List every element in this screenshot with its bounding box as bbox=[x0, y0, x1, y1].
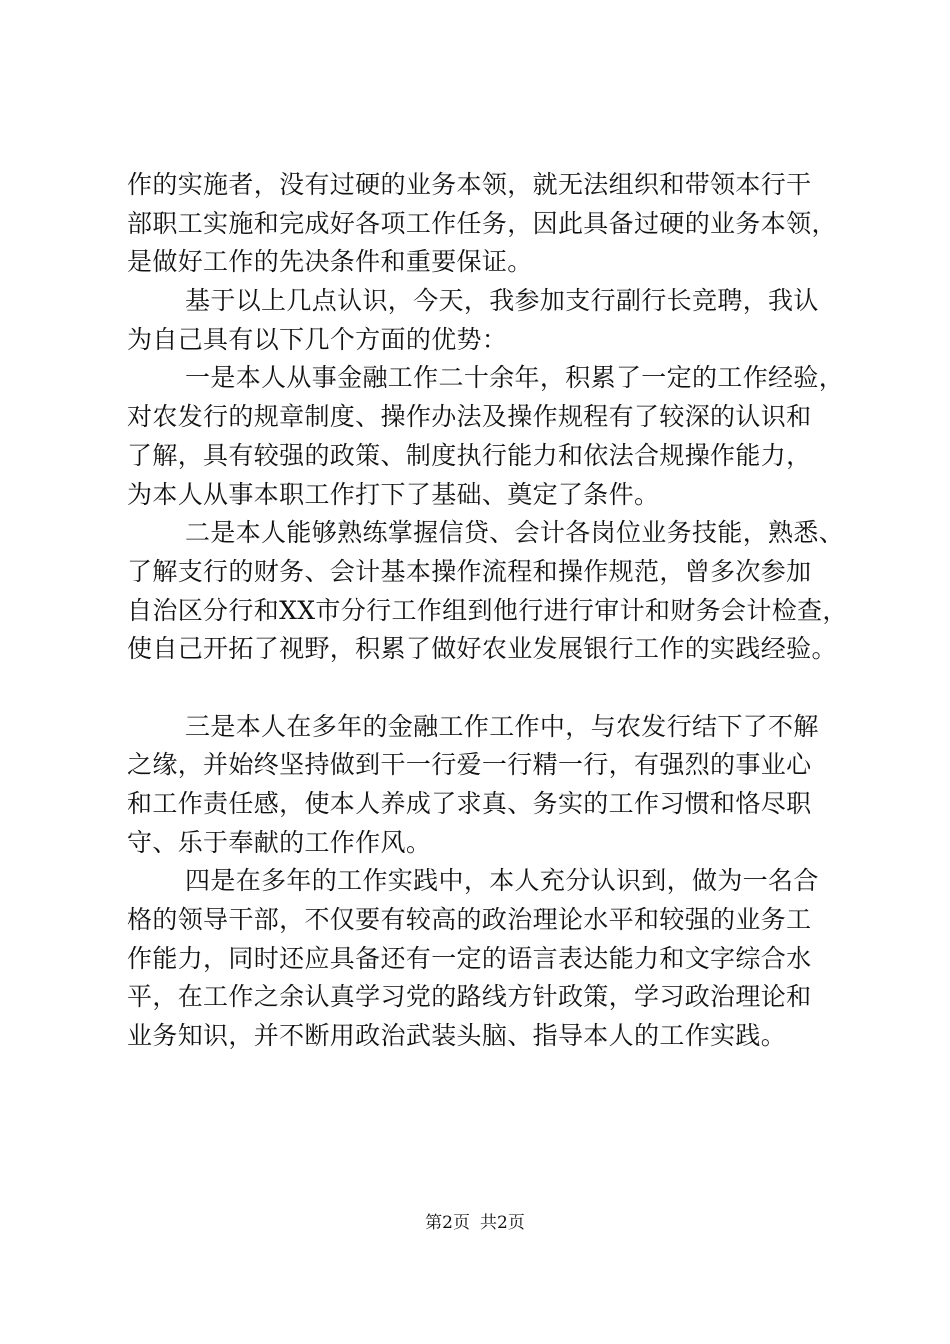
paragraph-start-line: 一是本人从事金融工作二十余年，积累了一定的工作经验， bbox=[185, 363, 845, 393]
paragraph-start-line: 基于以上几点认识，今天，我参加支行副行长竞聘，我认 bbox=[185, 286, 819, 316]
text-line: 之缘，并始终坚持做到干一行爱一行精一行，有强烈的事业心 bbox=[127, 750, 812, 780]
text-line: 是做好工作的先决条件和重要保证。 bbox=[127, 247, 533, 277]
text-line: 业务知识，并不断用政治武装头脑、指导本人的工作实践。 bbox=[127, 1021, 787, 1051]
text-line: 守、乐于奉献的工作作风。 bbox=[127, 827, 432, 857]
paragraph-gap bbox=[127, 669, 847, 708]
text-line: 为自己具有以下几个方面的优势： bbox=[127, 324, 508, 354]
text-line: 对农发行的规章制度、操作办法及操作规程有了较深的认识和 bbox=[127, 402, 812, 432]
text-line: 格的领导干部，不仅要有较高的政治理论水平和较强的业务工 bbox=[127, 905, 812, 935]
document-body bbox=[127, 166, 847, 1056]
text-line: 使自己开拓了视野，积累了做好农业发展银行工作的实践经验。 bbox=[127, 634, 837, 664]
text-line: 作的实施者，没有过硬的业务本领，就无法组织和带领本行干 bbox=[127, 170, 812, 199]
page-footer bbox=[0, 1211, 950, 1235]
page-number: 第2页 bbox=[425, 1213, 470, 1233]
text-line: 了解支行的财务、会计基本操作流程和操作规范，曾多次参加 bbox=[127, 556, 812, 586]
text-line: 部职工实施和完成好各项工作任务，因此具备过硬的业务本领， bbox=[127, 208, 837, 238]
paragraph-start-line: 三是本人在多年的金融工作工作中，与农发行结下了不解 bbox=[185, 711, 819, 741]
total-pages: 共2页 bbox=[480, 1213, 525, 1233]
text-line: 了解，具有较强的政策、制度执行能力和依法合规操作能力， bbox=[127, 440, 812, 470]
text-line: 和工作责任感，使本人养成了求真、务实的工作习惯和恪尽职 bbox=[127, 789, 812, 818]
text-line: 平，在工作之余认真学习党的路线方针政策，学习政治理论和 bbox=[127, 982, 812, 1012]
text-line: 自治区分行和XX市分行工作组到他行进行审计和财务会计检查， bbox=[127, 595, 848, 625]
text-line: 为本人从事本职工作打下了基础、奠定了条件。 bbox=[127, 479, 660, 509]
paragraph-start-line: 二是本人能够熟练掌握信贷、会计各岗位业务技能，熟悉、 bbox=[185, 518, 845, 548]
paragraph-start-line: 四是在多年的工作实践中，本人充分认识到，做为一名合 bbox=[185, 866, 819, 896]
text-line: 作能力，同时还应具备还有一定的语言表达能力和文字综合水 bbox=[127, 943, 812, 973]
